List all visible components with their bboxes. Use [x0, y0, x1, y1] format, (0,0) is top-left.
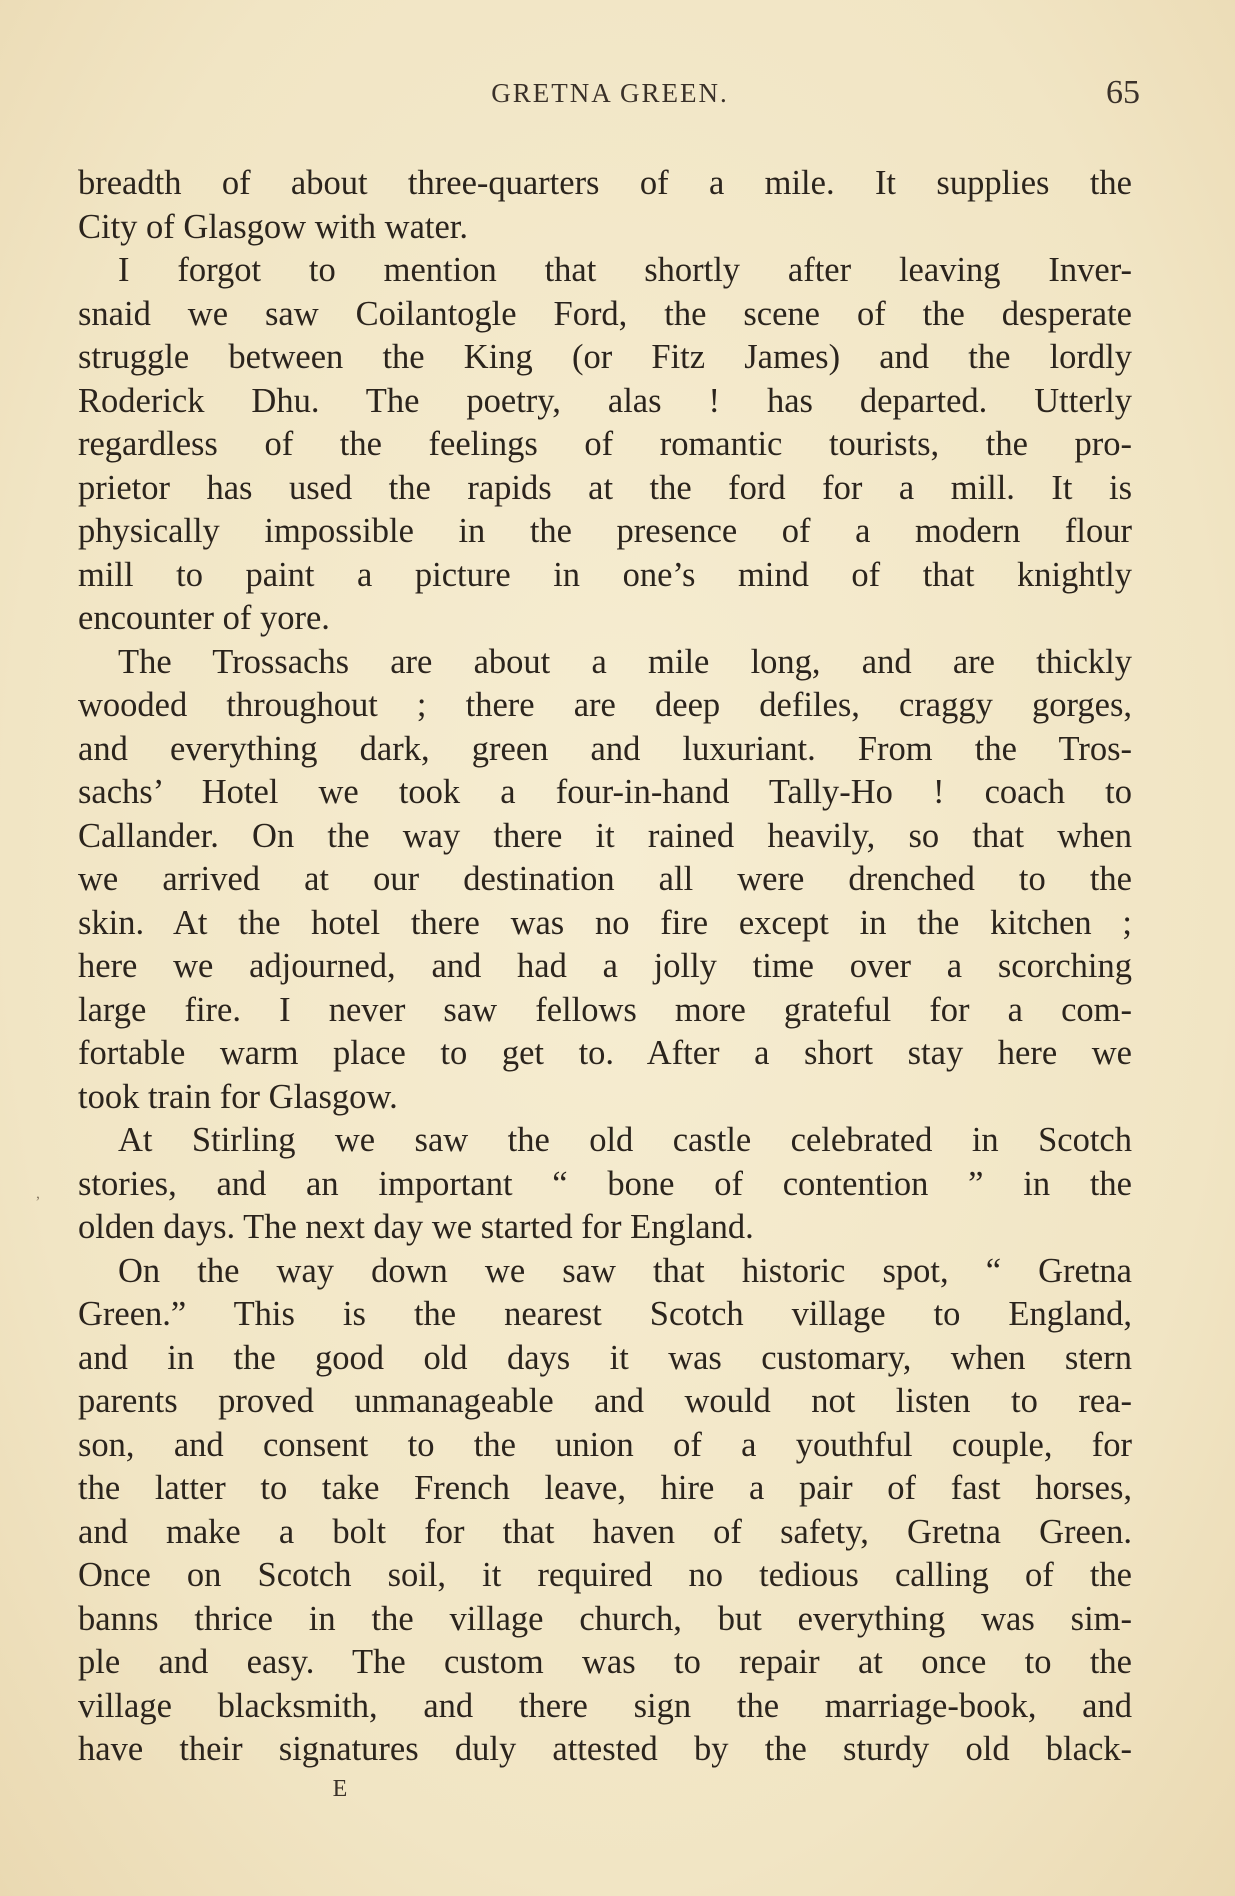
text-line: I forgot to mention that shortly after leaving Inver-	[118, 251, 1132, 289]
text-line: The Trossachs are about a mile long, and are thickly	[118, 642, 1132, 681]
text-line: have their signatures duly attested by the sturdy old black-	[78, 1730, 1132, 1768]
text-line: regardless of the feelings of romantic tourists, the pro-	[78, 425, 1132, 463]
text-line: struggle between the King (or Fitz James) and the lordly	[78, 338, 1132, 376]
page-header	[80, 74, 1140, 118]
text-line: and in the good old days it was customary, when stern	[78, 1338, 1132, 1377]
text-line: encounter of yore.	[78, 599, 330, 637]
text-line: village blacksmith, and there sign the marriage-book, and	[78, 1686, 1132, 1725]
signature-mark: E	[332, 1776, 348, 1802]
text-line: snaid we saw Coilantogle Ford, the scene of the desperate	[78, 294, 1132, 333]
text-line: breadth of about three-quarters of a mile. It supplies the	[78, 164, 1132, 202]
text-line: sachs’ Hotel we took a four-in-hand Tally-Ho ! coach to	[78, 773, 1132, 811]
text-line: Callander. On the way there it rained heavily, so that when	[78, 816, 1132, 855]
margin-mark: ,	[36, 1185, 40, 1202]
text-line: mill to paint a picture in one’s mind of that knightly	[78, 555, 1132, 594]
text-line: fortable warm place to get to. After a short stay here we	[78, 1034, 1132, 1072]
running-title: GRETNA GREEN.	[491, 78, 729, 108]
text-line: olden days. The next day we started for England.	[78, 1208, 754, 1246]
text-line: we arrived at our destination all were drenched to the	[78, 860, 1132, 898]
text-line: Roderick Dhu. The poetry, alas ! has departed. Utterly	[78, 381, 1132, 420]
text-line: City of Glasgow with water.	[78, 207, 468, 246]
text-line: took train for Glasgow.	[78, 1077, 398, 1116]
text-line: ple and easy. The custom was to repair at once to the	[78, 1643, 1132, 1681]
body-text	[78, 162, 1132, 1772]
page-number: 65	[1106, 74, 1140, 111]
text-line: physically impossible in the presence of a modern flour	[78, 512, 1132, 550]
text-line: here we adjourned, and had a jolly time over a scorching	[78, 947, 1132, 985]
text-line: banns thrice in the village church, but everything was sim-	[78, 1599, 1132, 1638]
text-line: large fire. I never saw fellows more grateful for a com-	[78, 990, 1132, 1029]
text-line: stories, and an important “ bone of contention ” in the	[78, 1164, 1132, 1203]
text-line: parents proved unmanageable and would not listen to rea-	[78, 1382, 1132, 1420]
text-line: son, and consent to the union of a youthful couple, for	[78, 1425, 1132, 1464]
text-line: prietor has used the rapids at the ford for a mill. It is	[78, 468, 1132, 507]
text-line: Once on Scotch soil, it required no tedious calling of the	[78, 1556, 1132, 1594]
text-line: On the way down we saw that historic spot, “ Gretna	[118, 1251, 1132, 1290]
text-line: the latter to take French leave, hire a pair of fast horses,	[78, 1469, 1132, 1507]
text-line: and make a bolt for that haven of safety, Gretna Green.	[78, 1512, 1132, 1551]
text-line: skin. At the hotel there was no fire except in the kitchen ;	[78, 903, 1132, 942]
text-line: Green.” This is the nearest Scotch village to England,	[78, 1295, 1132, 1333]
text-line: At Stirling we saw the old castle celebrated in Scotch	[118, 1121, 1132, 1159]
text-line: and everything dark, green and luxuriant. From the Tros-	[78, 729, 1132, 768]
text-line: wooded throughout ; there are deep defiles, craggy gorges,	[78, 686, 1132, 724]
